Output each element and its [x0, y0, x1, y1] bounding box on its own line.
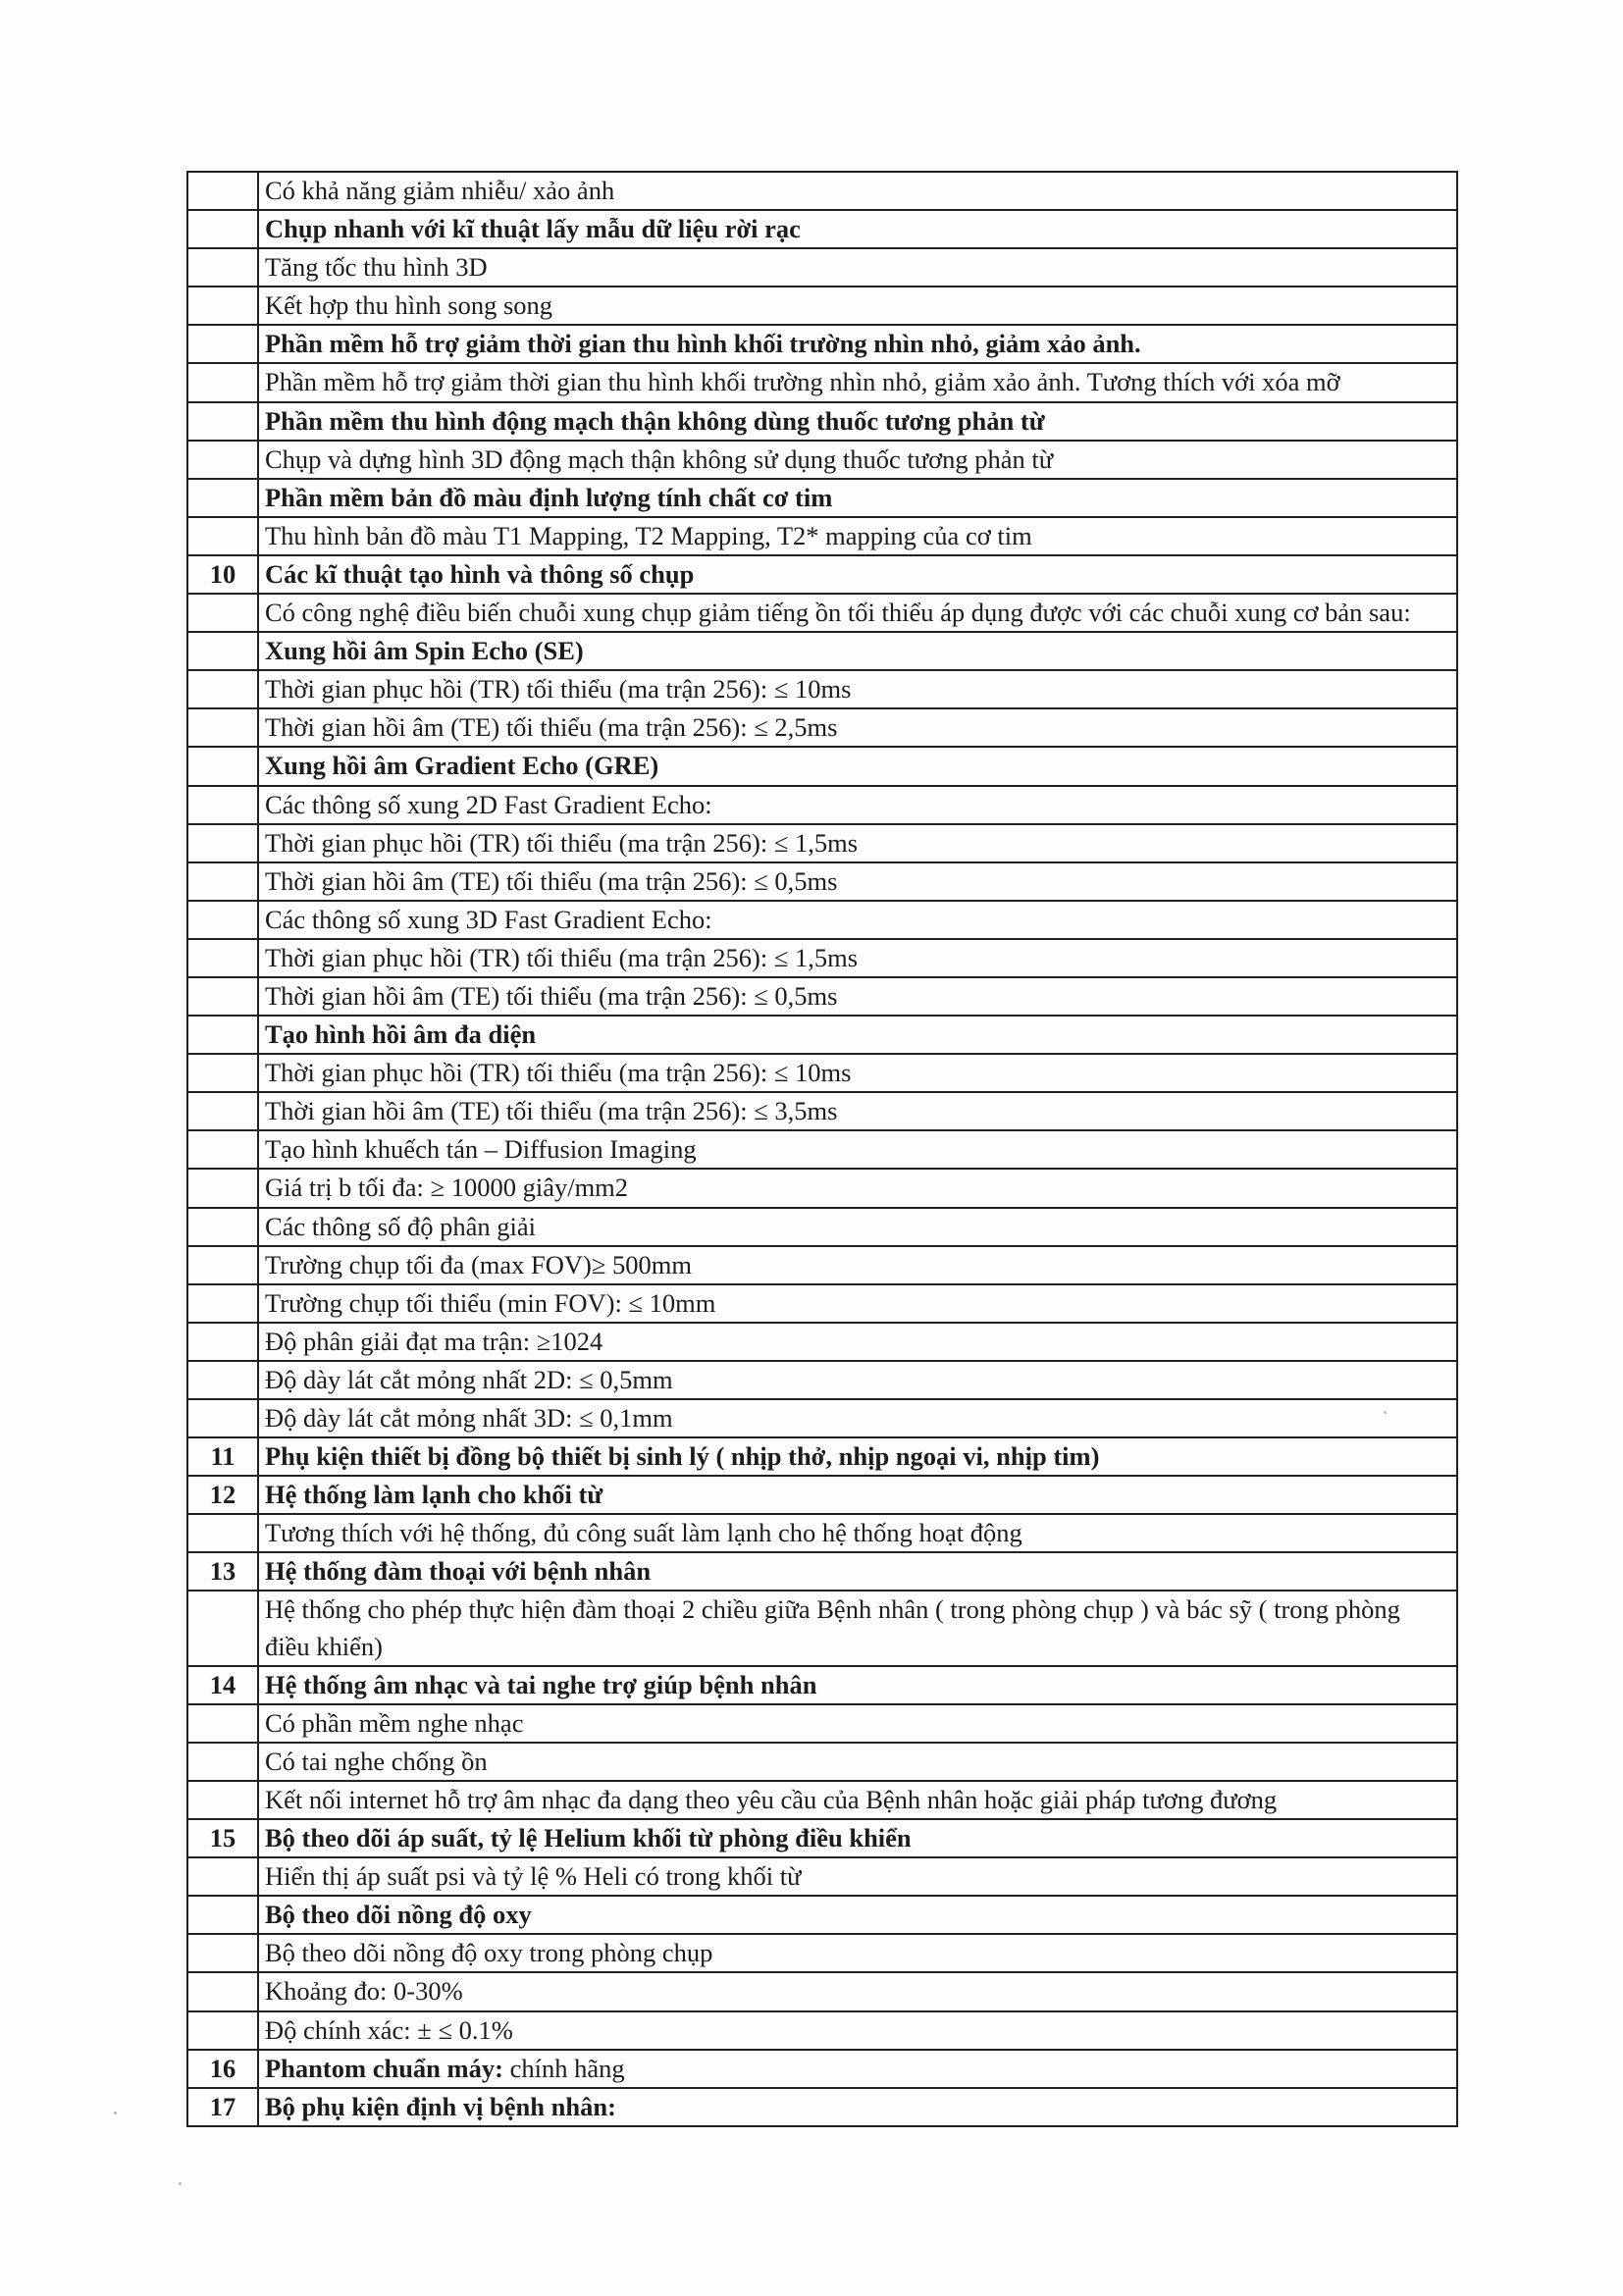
table-row [187, 824, 1457, 862]
row-number [187, 594, 258, 632]
row-number [187, 172, 258, 210]
scan-speck [179, 2182, 182, 2185]
row-number [187, 2011, 258, 2050]
row-text: Tạo hình hồi âm đa diện [258, 1016, 1457, 1054]
row-number [187, 325, 258, 363]
row-text: Phần mềm thu hình động mạch thận không dùng thuốc tương phản từ [258, 402, 1457, 441]
table-row [187, 210, 1457, 248]
row-text: Bộ theo dõi nồng độ oxy trong phòng chụp [258, 1934, 1457, 1972]
row-text: Thu hình bản đồ màu T1 Mapping, T2 Mapping, T2* mapping của cơ tim [258, 517, 1457, 555]
row-number [187, 287, 258, 325]
table-row [187, 517, 1457, 555]
row-number [187, 210, 258, 248]
row-number [187, 1246, 258, 1284]
table-row [187, 1819, 1457, 1857]
table-row [187, 479, 1457, 517]
table-row [187, 248, 1457, 287]
row-number [187, 939, 258, 977]
row-number [187, 670, 258, 708]
row-text: Độ phân giải đạt ma trận: ≥1024 [258, 1323, 1457, 1361]
table-row [187, 2011, 1457, 2050]
row-text: Hệ thống cho phép thực hiện đàm thoại 2 chiều giữa Bệnh nhân ( trong phòng chụp ) và bác sỹ ( trong phòng điều khiển) [258, 1591, 1457, 1665]
table-row [187, 1743, 1457, 1781]
table-row [187, 1130, 1457, 1169]
row-text: Các thông số xung 2D Fast Gradient Echo: [258, 786, 1457, 824]
row-text: Chụp nhanh với kĩ thuật lấy mẫu dữ liệu rời rạc [258, 210, 1457, 248]
table-row [187, 172, 1457, 210]
row-text-value: chính hãng [502, 2053, 625, 2083]
table-row [187, 747, 1457, 785]
table-row [187, 287, 1457, 325]
table-row [187, 1896, 1457, 1934]
row-text: Tăng tốc thu hình 3D [258, 248, 1457, 287]
table-row [187, 1666, 1457, 1704]
row-text: Các kĩ thuật tạo hình và thông số chụp [258, 555, 1457, 594]
row-number [187, 517, 258, 555]
row-text: Có công nghệ điều biến chuỗi xung chụp giảm tiếng ồn tối thiểu áp dụng được với các chuỗi xung cơ bản sau: [258, 594, 1457, 632]
row-text: Thời gian phục hồi (TR) tối thiểu (ma trận 256): ≤ 10ms [258, 670, 1457, 708]
table-row [187, 939, 1457, 977]
row-number: 14 [187, 1666, 258, 1704]
row-number [187, 1704, 258, 1743]
row-text: Có phần mềm nghe nhạc [258, 1704, 1457, 1743]
row-number [187, 1399, 258, 1437]
row-number [187, 786, 258, 824]
row-text: Khoảng đo: 0-30% [258, 1972, 1457, 2010]
table-row [187, 786, 1457, 824]
table-row [187, 555, 1457, 594]
table-row [187, 2088, 1457, 2126]
row-text: Độ dày lát cắt mỏng nhất 2D: ≤ 0,5mm [258, 1361, 1457, 1399]
spec-table [186, 171, 1458, 2127]
row-number [187, 1972, 258, 2010]
table-row [187, 1169, 1457, 1207]
row-text: Có khả năng giảm nhiễu/ xảo ảnh [258, 172, 1457, 210]
table-row [187, 1857, 1457, 1896]
row-number [187, 1208, 258, 1246]
table-row [187, 1361, 1457, 1399]
row-number [187, 1016, 258, 1054]
row-number [187, 1130, 258, 1169]
table-row [187, 1246, 1457, 1284]
row-text: Thời gian phục hồi (TR) tối thiểu (ma trận 256): ≤ 10ms [258, 1054, 1457, 1092]
row-number [187, 901, 258, 939]
scan-speck [114, 2112, 117, 2114]
row-text: Xung hồi âm Gradient Echo (GRE) [258, 747, 1457, 785]
row-text: Kết nối internet hỗ trợ âm nhạc đa dạng theo yêu cầu của Bệnh nhân hoặc giải pháp tương đương [258, 1781, 1457, 1819]
row-text: Thời gian hồi âm (TE) tối thiểu (ma trận 256): ≤ 3,5ms [258, 1092, 1457, 1130]
row-text: Độ dày lát cắt mỏng nhất 3D: ≤ 0,1mm [258, 1399, 1457, 1437]
row-text: Phần mềm hỗ trợ giảm thời gian thu hình khối trường nhìn nhỏ, giảm xảo ảnh. Tương thích với xóa mỡ [258, 363, 1457, 401]
table-row [187, 363, 1457, 401]
row-number [187, 1934, 258, 1972]
row-text: Tạo hình khuếch tán – Diffusion Imaging [258, 1130, 1457, 1169]
row-number [187, 1743, 258, 1781]
row-text: Trường chụp tối thiểu (min FOV): ≤ 10mm [258, 1284, 1457, 1323]
table-row [187, 670, 1457, 708]
row-text-label: Phantom chuẩn máy: [265, 2053, 503, 2083]
table-row [187, 1476, 1457, 1514]
row-text: Bộ theo dõi áp suất, tỷ lệ Helium khối từ phòng điều khiển [258, 1819, 1457, 1857]
table-row [187, 1399, 1457, 1437]
row-number [187, 1169, 258, 1207]
table-row [187, 1092, 1457, 1130]
row-text: Hệ thống làm lạnh cho khối từ [258, 1476, 1457, 1514]
row-number [187, 402, 258, 441]
row-text: Bộ phụ kiện định vị bệnh nhân: [258, 2088, 1457, 2126]
row-number: 11 [187, 1437, 258, 1476]
table-row [187, 1781, 1457, 1819]
row-number [187, 441, 258, 479]
table-row [187, 2050, 1457, 2088]
table-row [187, 402, 1457, 441]
row-text [258, 2050, 1457, 2088]
row-number [187, 248, 258, 287]
row-number [187, 632, 258, 670]
table-row [187, 325, 1457, 363]
table-row [187, 632, 1457, 670]
row-text: Các thông số độ phân giải [258, 1208, 1457, 1246]
row-text: Hiển thị áp suất psi và tỷ lệ % Heli có trong khối từ [258, 1857, 1457, 1896]
row-number [187, 1092, 258, 1130]
table-row [187, 441, 1457, 479]
row-number [187, 479, 258, 517]
row-text: Phụ kiện thiết bị đồng bộ thiết bị sinh lý ( nhịp thở, nhịp ngoại vi, nhịp tim) [258, 1437, 1457, 1476]
row-text: Giá trị b tối đa: ≥ 10000 giây/mm2 [258, 1169, 1457, 1207]
table-row [187, 1437, 1457, 1476]
row-number [187, 1284, 258, 1323]
table-row [187, 901, 1457, 939]
table-row [187, 1284, 1457, 1323]
row-number: 10 [187, 555, 258, 594]
table-row [187, 594, 1457, 632]
row-text: Trường chụp tối đa (max FOV)≥ 500mm [258, 1246, 1457, 1284]
row-text: Thời gian phục hồi (TR) tối thiểu (ma trận 256): ≤ 1,5ms [258, 939, 1457, 977]
table-row [187, 1208, 1457, 1246]
row-number [187, 1591, 258, 1665]
row-number: 13 [187, 1552, 258, 1591]
table-row [187, 1054, 1457, 1092]
table-row [187, 1552, 1457, 1591]
row-number [187, 1857, 258, 1896]
row-number [187, 862, 258, 901]
row-text: Thời gian phục hồi (TR) tối thiểu (ma trận 256): ≤ 1,5ms [258, 824, 1457, 862]
row-text: Hệ thống đàm thoại với bệnh nhân [258, 1552, 1457, 1591]
row-text: Thời gian hồi âm (TE) tối thiểu (ma trận 256): ≤ 2,5ms [258, 708, 1457, 747]
row-text: Thời gian hồi âm (TE) tối thiểu (ma trận 256): ≤ 0,5ms [258, 977, 1457, 1016]
row-text: Tương thích với hệ thống, đủ công suất làm lạnh cho hệ thống hoạt động [258, 1514, 1457, 1552]
row-text: Có tai nghe chống ồn [258, 1743, 1457, 1781]
table-row [187, 1514, 1457, 1552]
row-number [187, 977, 258, 1016]
row-text: Hệ thống âm nhạc và tai nghe trợ giúp bệnh nhân [258, 1666, 1457, 1704]
row-number [187, 747, 258, 785]
row-number [187, 708, 258, 747]
row-number [187, 363, 258, 401]
table-row [187, 1591, 1457, 1665]
row-number: 16 [187, 2050, 258, 2088]
row-number [187, 1896, 258, 1934]
row-number: 17 [187, 2088, 258, 2126]
spec-table-body [187, 172, 1457, 2126]
row-number [187, 824, 258, 862]
row-number: 15 [187, 1819, 258, 1857]
table-row [187, 708, 1457, 747]
row-number [187, 1361, 258, 1399]
table-row [187, 1934, 1457, 1972]
row-text: Xung hồi âm Spin Echo (SE) [258, 632, 1457, 670]
row-number [187, 1514, 258, 1552]
row-number [187, 1323, 258, 1361]
row-text: Chụp và dựng hình 3D động mạch thận không sử dụng thuốc tương phản từ [258, 441, 1457, 479]
row-text: Phần mềm bản đồ màu định lượng tính chất cơ tim [258, 479, 1457, 517]
row-text: Bộ theo dõi nồng độ oxy [258, 1896, 1457, 1934]
table-row [187, 1323, 1457, 1361]
table-row [187, 1704, 1457, 1743]
table-row [187, 977, 1457, 1016]
table-row [187, 862, 1457, 901]
row-number: 12 [187, 1476, 258, 1514]
row-text: Thời gian hồi âm (TE) tối thiểu (ma trận 256): ≤ 0,5ms [258, 862, 1457, 901]
row-text: Độ chính xác: ± ≤ 0.1% [258, 2011, 1457, 2050]
table-row [187, 1016, 1457, 1054]
row-number [187, 1781, 258, 1819]
row-number [187, 1054, 258, 1092]
scan-speck [1384, 1411, 1387, 1414]
table-row [187, 1972, 1457, 2010]
row-text: Phần mềm hỗ trợ giảm thời gian thu hình khối trường nhìn nhỏ, giảm xảo ảnh. [258, 325, 1457, 363]
row-text: Kết hợp thu hình song song [258, 287, 1457, 325]
row-text: Các thông số xung 3D Fast Gradient Echo: [258, 901, 1457, 939]
